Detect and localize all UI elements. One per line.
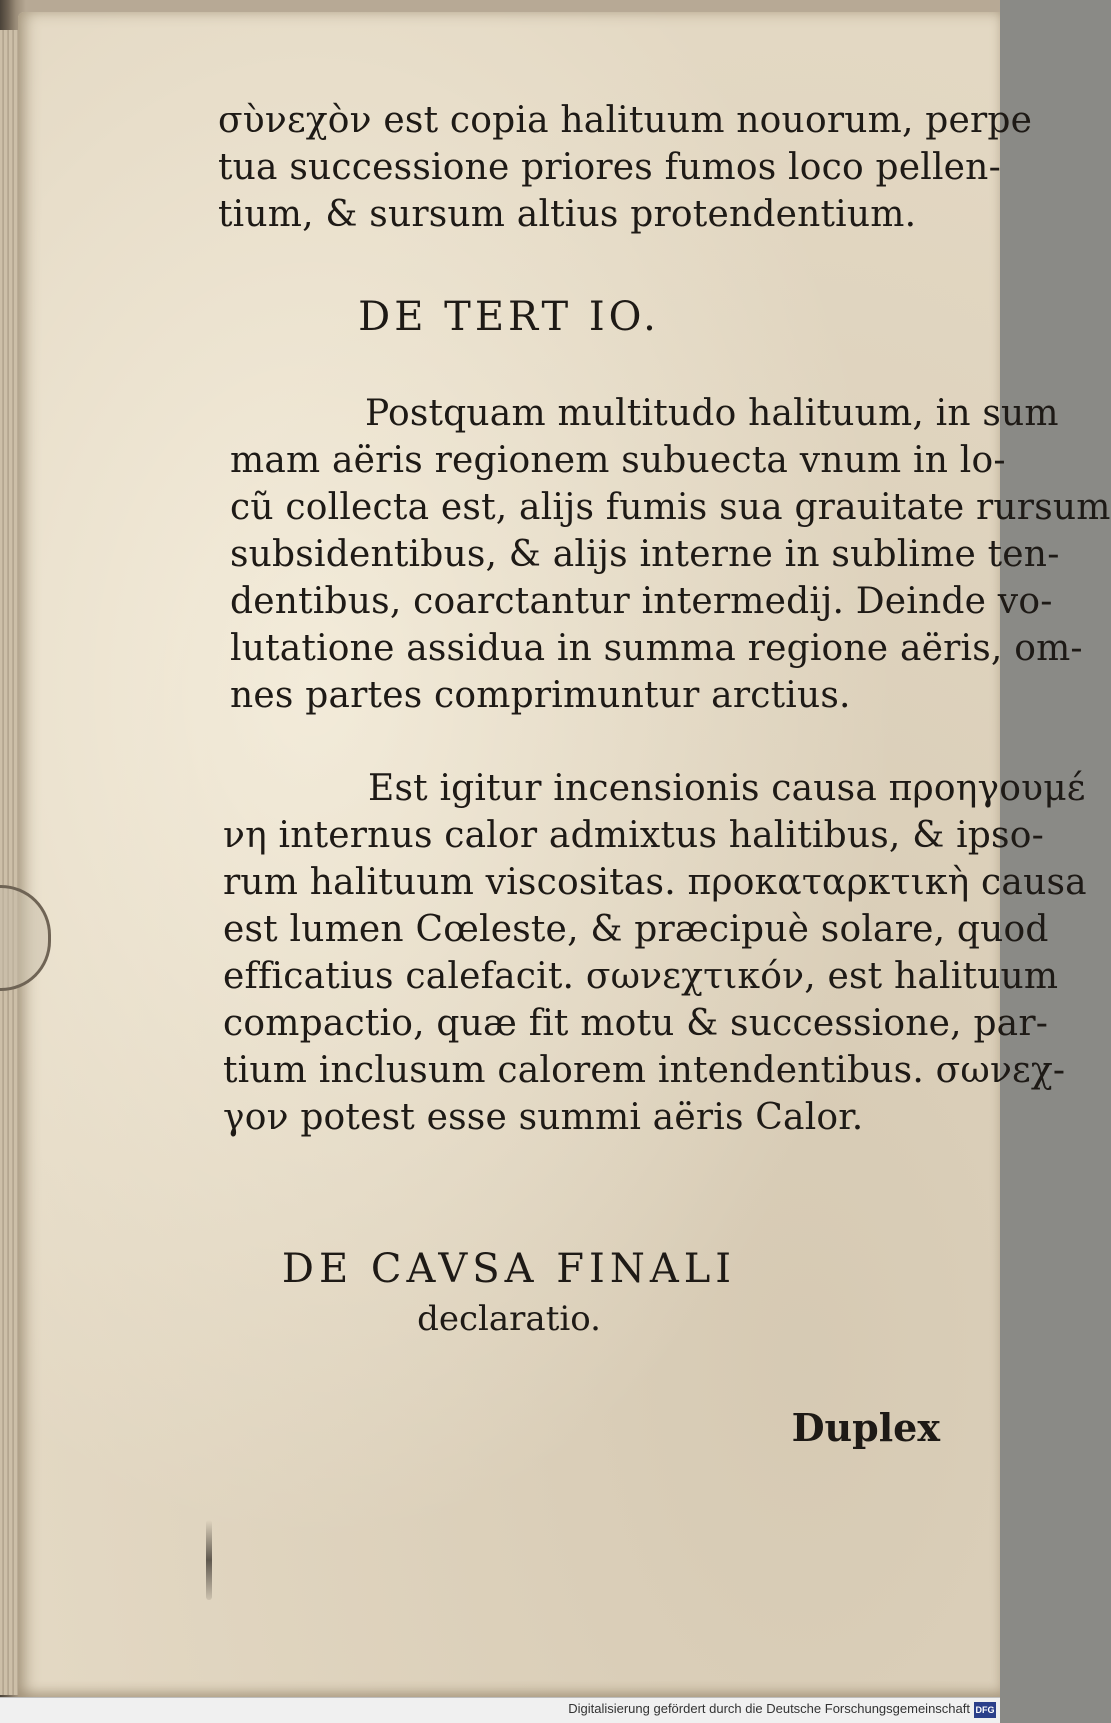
paragraph-1 xyxy=(218,97,1032,238)
book-page xyxy=(18,12,1111,1697)
text-line: est lumen Cœleste, & præcipuè solare, quod xyxy=(223,909,1049,950)
paragraph-3 xyxy=(223,765,1087,1141)
section-heading-de-causa-finali: DE CAVSA FINALI xyxy=(281,1246,737,1292)
text-line: lutatione assidua in summa regione aëris, om- xyxy=(230,628,1083,669)
footer-bar xyxy=(0,1697,1000,1723)
text-line: tium inclusum calorem intendentibus. σωνεχ- xyxy=(223,1050,1066,1091)
catchword: Duplex xyxy=(791,1405,940,1450)
paragraph-2 xyxy=(230,390,1111,719)
dfg-logo: DFG xyxy=(974,1702,996,1718)
ink-stain xyxy=(206,1520,212,1600)
text-line: σὺνεχὸν est copia halituum nouorum, perpe xyxy=(218,100,1033,141)
text-line: Postquam multitudo halituum, in sum xyxy=(365,393,1059,434)
text-line: Est igitur incensionis causa προηγουμέ xyxy=(368,768,1086,809)
text-line: mam aëris regionem subuecta vnum in lo- xyxy=(230,440,1006,481)
text-line: tium, & sursum altius protendentium. xyxy=(218,194,917,235)
text-line: dentibus, coarctantur intermedij. Deinde vo- xyxy=(230,581,1053,622)
section-heading-de-tertio: DE TERT IO. xyxy=(358,294,660,340)
text-line: efficatius calefacit. σωνεχτικόν, est halituum xyxy=(223,956,1059,997)
text-line: rum halituum viscositas. προκαταρκτικὴ causa xyxy=(223,862,1087,903)
text-line: cũ collecta est, alijs fumis sua grauitate rursum xyxy=(230,487,1111,528)
section-subheading: declaratio. xyxy=(417,1299,601,1339)
text-line: tua successione priores fumos loco pellen- xyxy=(218,147,1001,188)
text-line: γον potest esse summi aëris Calor. xyxy=(223,1097,864,1138)
text-line: compactio, quæ fit motu & successione, par- xyxy=(223,1003,1049,1044)
footer-credit: Digitalisierung gefördert durch die Deutsche Forschungsgemeinschaft xyxy=(568,1701,970,1716)
text-line: subsidentibus, & alijs interne in sublime ten- xyxy=(230,534,1060,575)
text-line: nes partes comprimuntur arctius. xyxy=(230,675,851,716)
text-line: νη internus calor admixtus halitibus, & ipso- xyxy=(223,815,1044,856)
